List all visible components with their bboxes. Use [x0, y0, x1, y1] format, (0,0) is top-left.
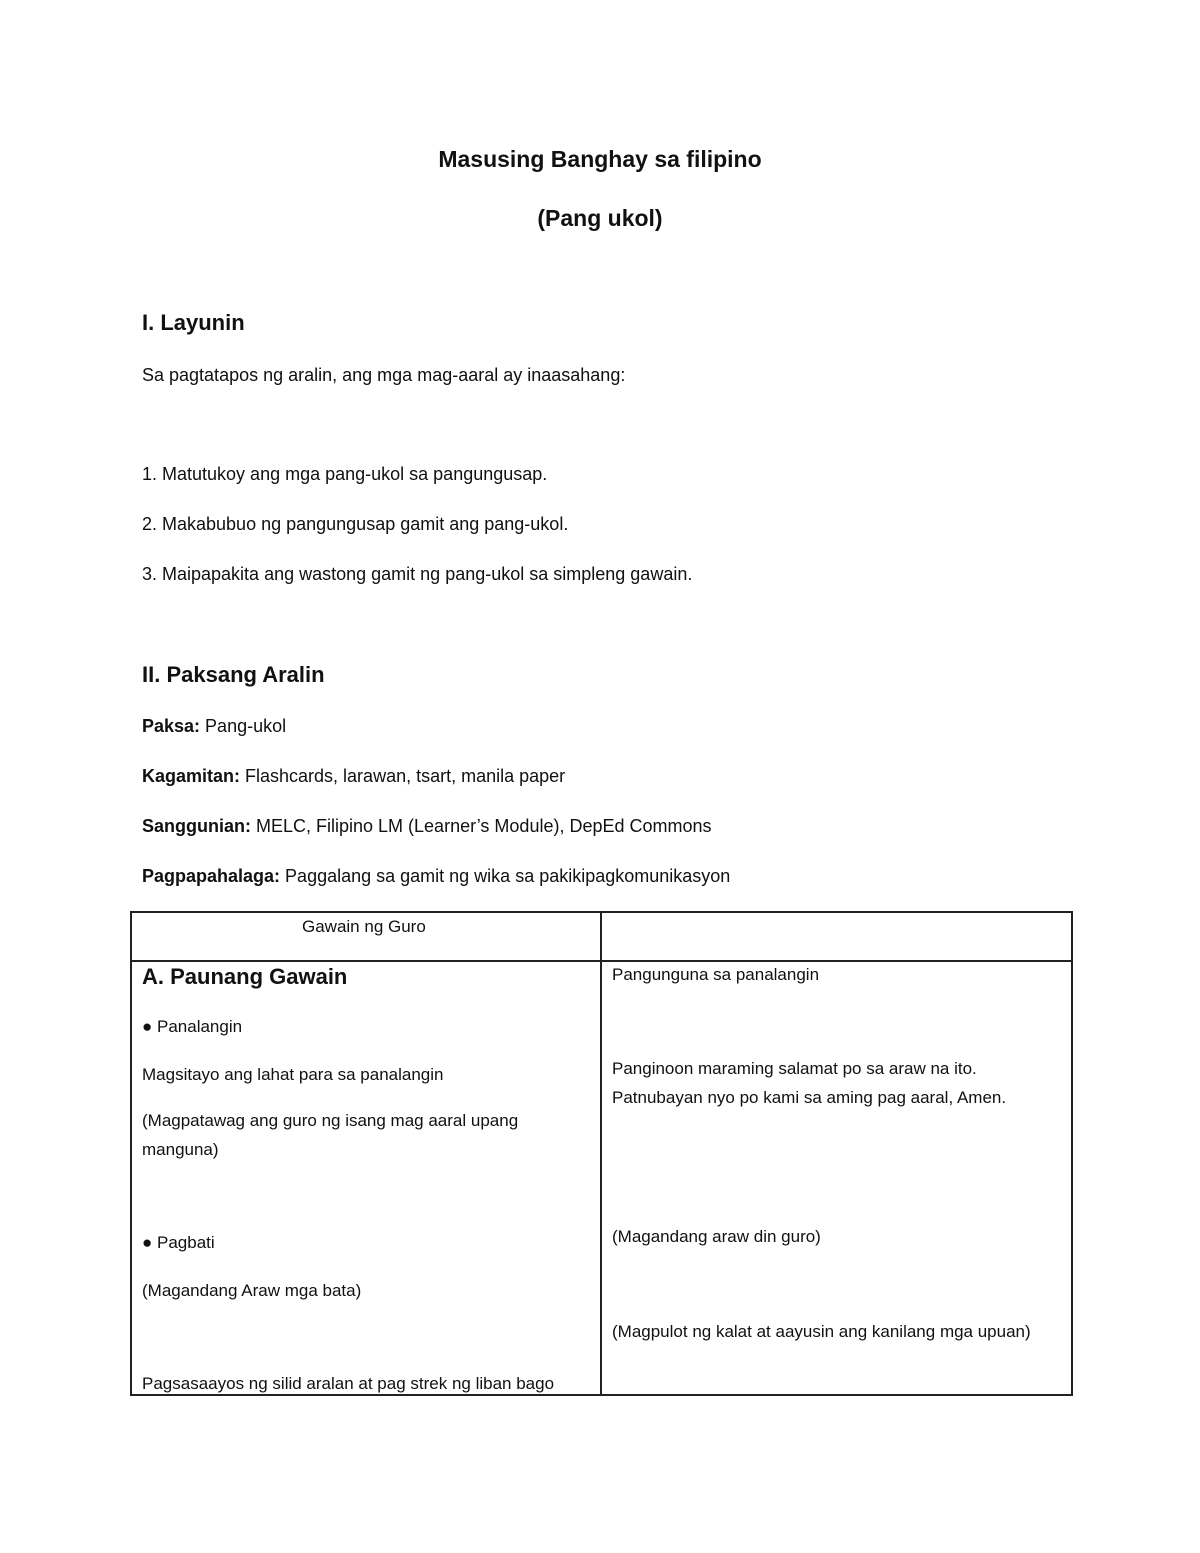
kagamitan-line	[142, 766, 565, 787]
panalangin-bullet: ● Panalangin	[142, 1017, 243, 1036]
paksa-line	[142, 716, 286, 737]
teacher-activity-cell	[131, 961, 601, 1395]
pagsasaayos-line: Pagsasaayos ng silid aralan at pag strek ng liban bago	[142, 1374, 555, 1393]
paunang-gawain-title: A. Paunang Gawain	[142, 964, 348, 989]
section-heading-paksang-aralin: II. Paksang Aralin	[142, 662, 325, 687]
document-subtitle: (Pang ukol)	[537, 205, 663, 231]
pagpapahalaga-line	[142, 866, 730, 887]
sanggunian-label: Sanggunian:	[142, 816, 251, 836]
panalangin-note: (Magpatawag ang guro ng isang mag aaral upang manguna)	[142, 1111, 519, 1159]
sanggunian-value: MELC, Filipino LM (Learner’s Module), DepEd Commons	[251, 816, 712, 836]
pagbati-greeting: (Magandang Araw mga bata)	[142, 1281, 362, 1300]
pagbati-bullet: ● Pagbati	[142, 1233, 215, 1252]
paksa-label: Paksa:	[142, 716, 201, 736]
table-header-row	[131, 912, 1072, 961]
lesson-table	[130, 911, 1073, 1396]
paksa-value: Pang-ukol	[200, 716, 287, 736]
greeting-response: (Magandang araw din guro)	[612, 1227, 821, 1246]
cleanup-response: (Magpulot ng kalat at aayusin ang kanilang mga upuan)	[612, 1322, 1031, 1341]
kagamitan-value: Flashcards, larawan, tsart, manila paper	[240, 766, 566, 786]
pagpapahalaga-value: Paggalang sa gamit ng wika sa pakikipagkomunikasyon	[280, 866, 731, 886]
sanggunian-line	[142, 816, 712, 837]
student-activity-cell	[601, 961, 1072, 1395]
header-guro-label: Gawain ng Guro	[302, 917, 426, 936]
pagpapahalaga-label: Pagpapahalaga:	[142, 866, 281, 886]
objective-item: 3. Maipapakita ang wastong gamit ng pang-ukol sa simpleng gawain.	[142, 564, 693, 584]
objective-item: 2. Makabubuo ng pangungusap gamit ang pang-ukol.	[142, 514, 569, 534]
panalangin-instruction: Magsitayo ang lahat para sa panalangin	[142, 1065, 444, 1084]
kagamitan-label: Kagamitan:	[142, 766, 241, 786]
section-heading-layunin: I. Layunin	[142, 310, 245, 335]
table-row	[131, 961, 1072, 1395]
objectives-intro: Sa pagtatapos ng aralin, ang mga mag-aaral ay inaasahang:	[142, 365, 626, 385]
pangunguna-line: Pangunguna sa panalangin	[612, 965, 820, 984]
header-cell-right	[601, 912, 1072, 961]
prayer-text: Panginoon maraming salamat po sa araw na ito. Patnubayan nyo po kami sa aming pag aaral, Amen.	[612, 1059, 1007, 1107]
header-cell-guro	[131, 912, 601, 961]
objective-item: 1. Matutukoy ang mga pang-ukol sa pangungusap.	[142, 464, 548, 484]
document-title: Masusing Banghay sa filipino	[438, 146, 762, 172]
